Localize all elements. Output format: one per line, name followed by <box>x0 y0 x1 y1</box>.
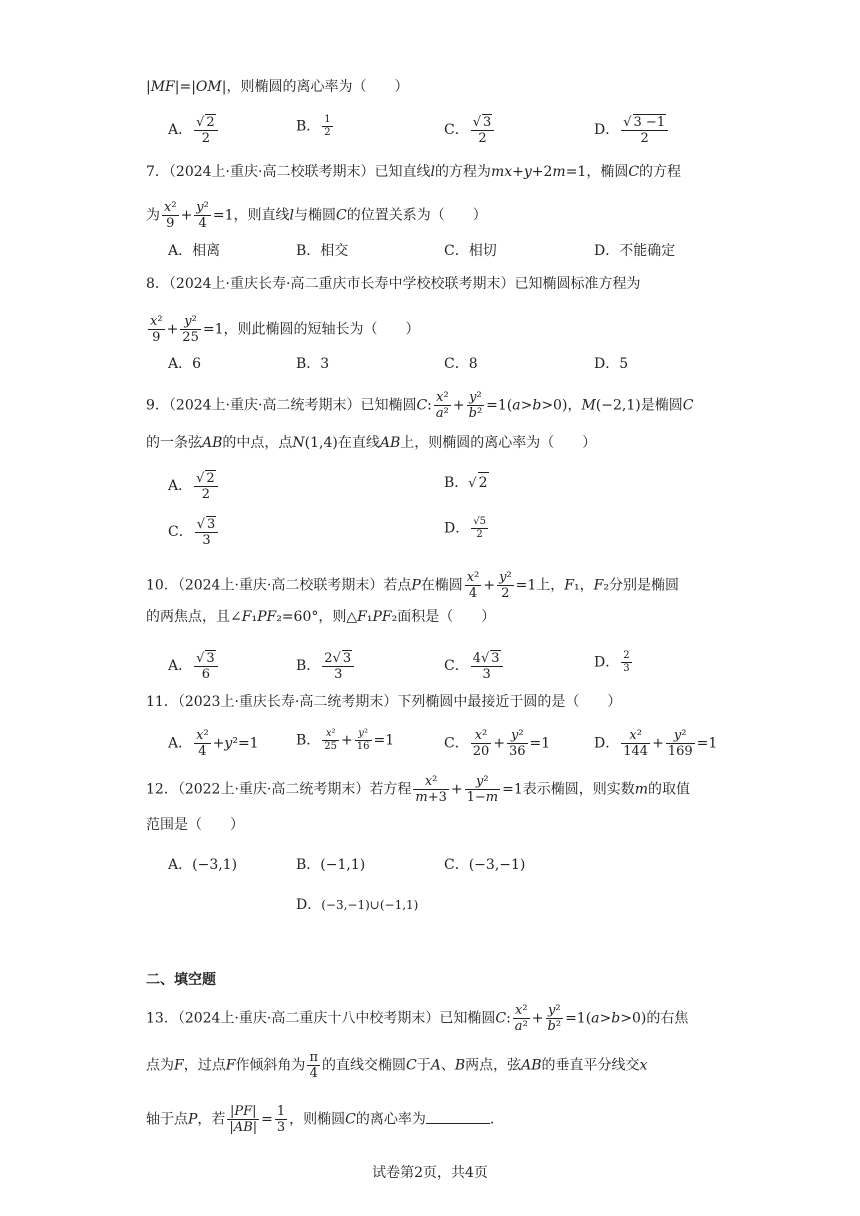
q13-stem-line1: 13．（2024上·重庆·高二重庆十八中校考期末）已知椭圆C: $\frac{\text{x²}}{\text{a²}}$ + $\frac{\text{y²}}{\text{b²}}$ =1(a>b>0)的右焦 <box>146 1003 689 1034</box>
q7-option-c[interactable]: C．相切 <box>444 243 497 259</box>
q12-option-b[interactable]: B．(−1,1) <box>296 857 366 873</box>
q13-stem-line2: 点为F，过点F作倾斜角为 $\frac{\pi}{4}$ 的直线交椭圆C于A、B两点，弦AB的垂直平分线交x <box>146 1050 648 1081</box>
q12-option-a[interactable]: A．(−3,1) <box>168 857 238 873</box>
q6-stem-tail: |MF|=|OM|，则椭圆的离心率为（ ） <box>146 79 409 95</box>
q6-option-d[interactable]: D． $\frac{√ 3 -1}{2}$ <box>594 114 670 146</box>
answer-blank[interactable] <box>426 1111 490 1124</box>
q10-option-b[interactable]: B． $\frac{2√ 3}{3}$ <box>296 650 356 682</box>
page-footer: 试卷第2页，共4页 <box>372 1165 488 1181</box>
q8-option-d[interactable]: D．5 <box>594 356 629 372</box>
q9-option-d[interactable]: D． $\frac{√5}{2}$ <box>444 516 486 540</box>
q9-option-a[interactable]: A． $\frac{√ 2}{2}$ <box>168 470 220 502</box>
q11-option-a[interactable]: A． $\frac{\text{x²}}{4}$ +y²=1 <box>168 728 259 759</box>
q8-option-b[interactable]: B．3 <box>296 356 330 372</box>
q9-option-b[interactable]: B．√ 2 <box>444 472 489 494</box>
q7-option-d[interactable]: D．不能确定 <box>594 243 676 259</box>
q11-option-c[interactable]: C． $\frac{\text{x²}}{20}$ + $\frac{\text{y²}}{36}$ =1 <box>444 728 551 759</box>
q6-option-a[interactable]: A． $\frac{√ 2}{2}$ <box>168 114 220 146</box>
q12-option-d[interactable]: D．(−3,−1)∪(−1,1) <box>296 897 419 913</box>
q13-stem-line3: 轴于点P，若 $\frac{|PF|}{|AB|}$ = $\frac{1}{3}$ ，则椭圆C的离心率为 . <box>146 1104 495 1135</box>
q6-option-c[interactable]: C． $\frac{√ 3}{2}$ <box>444 114 496 146</box>
q7-option-b[interactable]: B．相交 <box>296 243 349 259</box>
q10-option-a[interactable]: A． $\frac{√ 3}{6}$ <box>168 650 220 682</box>
q6-option-b[interactable]: B． $\frac{1}{2}$ <box>296 114 331 138</box>
q11-option-d[interactable]: D． $\frac{\text{x²}}{144}$ + $\frac{\text{y²}}{169}$ =1 <box>594 728 718 759</box>
q9-stem-line1: 9．（2024上·重庆·高二统考期末）已知椭圆C: $\frac{\text{x²}}{\text{a²}}$ + $\frac{\text{y²}}{\text{b²}}$ =1(a>b>0)，M(−2,1)是椭圆C <box>146 390 694 421</box>
q9-stem-line2: 的一条弦AB的中点，点N(1,4)在直线AB上，则椭圆的离心率为（ ） <box>146 435 597 451</box>
q12-stem-line1: 12．（2022上·重庆·高二统考期末）若方程 $\frac{\text{x²}}{m+3}$ + $\frac{\text{y²}}{1-m}$ =1表示椭圆，则实数m的取值 <box>146 774 691 805</box>
q11-stem: 11．（2023上·重庆长寿·高二统考期末）下列椭圆中最接近于圆的是（ ） <box>146 694 622 710</box>
q10-option-d[interactable]: D． $\frac{2}{3}$ <box>594 650 630 674</box>
q9-option-c[interactable]: C． $\frac{√ 3}{3}$ <box>168 516 220 548</box>
q12-option-c[interactable]: C．(−3,−1) <box>444 857 526 873</box>
q10-stem-line2: 的两焦点，且∠F₁PF₂=60°，则△F₁PF₂面积是（ ） <box>146 609 496 625</box>
q8-stem-line2: $\frac{\text{x²}}{9}$ + $\frac{\text{y²}}{25}$ =1，则此椭圆的短轴长为（ ） <box>150 314 420 345</box>
q7-stem-line1: 7．（2024上·重庆·高二校联考期末）已知直线l的方程为mx+y+2m=1，椭圆C的方程 <box>146 164 682 180</box>
q8-option-a[interactable]: A．6 <box>168 356 202 372</box>
q8-stem-line1: 8．（2024上·重庆长寿·高二重庆市长寿中学校校联考期末）已知椭圆标准方程为 <box>146 276 641 292</box>
q7-option-a[interactable]: A．相离 <box>168 243 221 259</box>
q8-option-c[interactable]: C．8 <box>444 356 478 372</box>
q10-stem-line1: 10．（2024上·重庆·高二校联考期末）若点P在椭圆 $\frac{\text{x²}}{4}$ + $\frac{\text{y²}}{2}$ =1上，F₁，F₂分别是椭圆 <box>146 570 679 601</box>
q11-option-b[interactable]: B． $\frac{\text{x²}}{25}$ + $\frac{\text{y²}}{16}$ =1 <box>296 728 395 752</box>
q10-option-c[interactable]: C． $\frac{4√ 3}{3}$ <box>444 650 505 682</box>
q7-stem-line2: 为 $\frac{\text{x²}}{9}$ + $\frac{\text{y²}}{4}$ =1，则直线l与椭圆C的位置关系为（ ） <box>146 200 487 231</box>
section-title: 二、填空题 <box>146 972 216 988</box>
q12-stem-line2: 范围是（ ） <box>146 817 244 833</box>
